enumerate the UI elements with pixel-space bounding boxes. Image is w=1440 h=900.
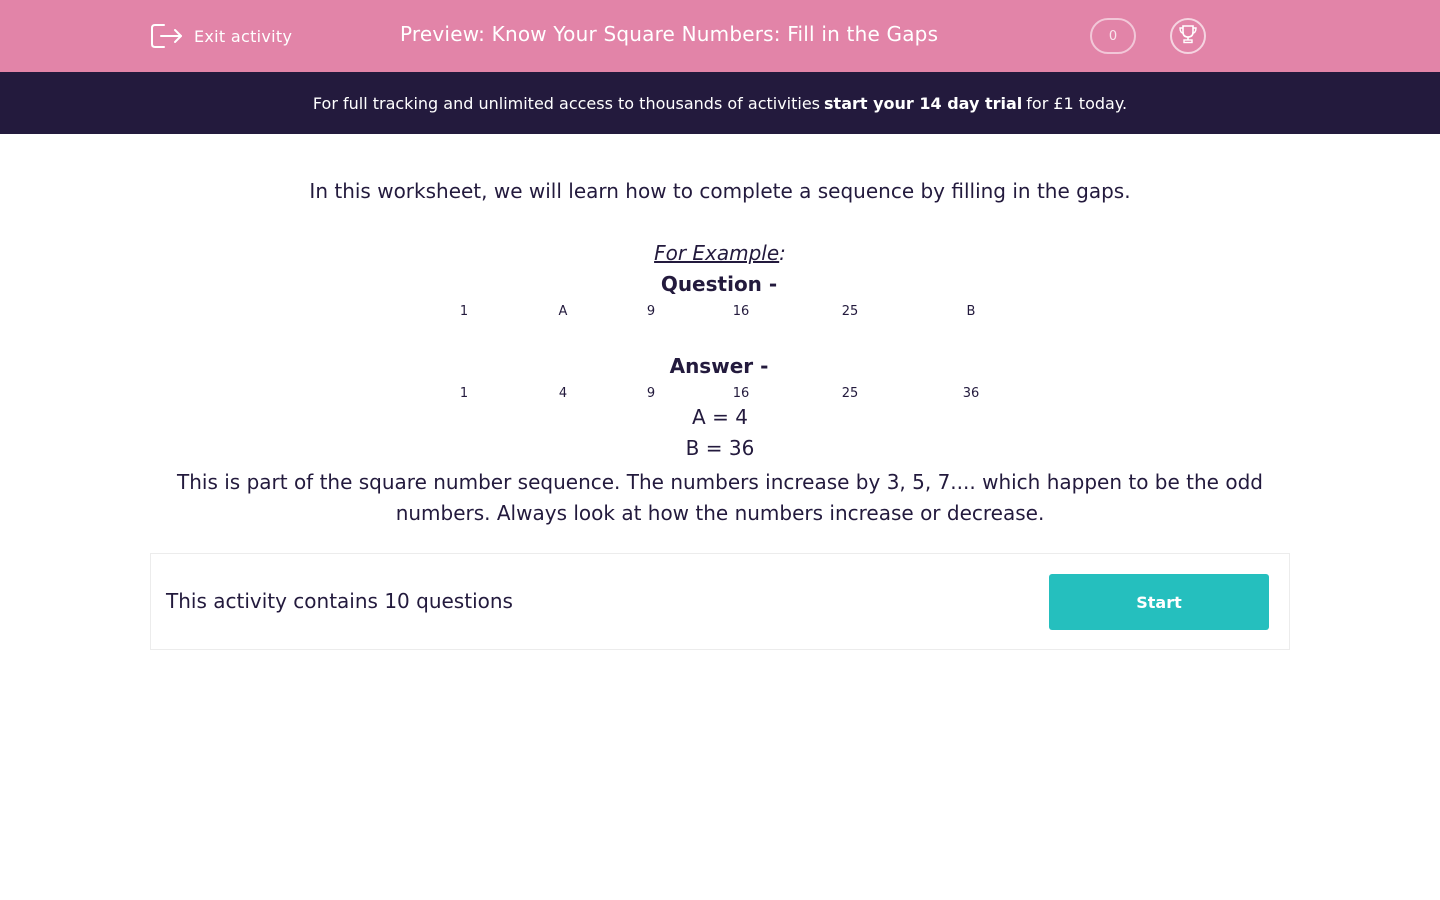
answer-sequence-item: 25 [841, 386, 859, 401]
answer-sequence-item: 9 [646, 386, 656, 401]
exit-activity-label: Exit activity [194, 26, 293, 46]
question-sequence-item: B [966, 304, 976, 319]
trophy-button[interactable] [1170, 18, 1206, 54]
banner-text-after: for £1 today. [1026, 93, 1128, 113]
question-sequence-item: 9 [646, 304, 656, 319]
question-sequence-item: A [558, 304, 568, 319]
exit-door-icon [150, 22, 184, 50]
activity-card [150, 553, 1290, 650]
answer-a-text: A = 4 [692, 405, 748, 429]
question-sequence-item: 16 [732, 304, 750, 319]
answer-b-text: B = 36 [685, 436, 755, 460]
answer-sequence-item: 1 [459, 386, 469, 401]
top-bar [0, 0, 1440, 72]
intro-text: In this worksheet, we will learn how to complete a sequence by filling in the gaps. [309, 179, 1131, 203]
answer-sequence-item: 16 [732, 386, 750, 401]
answer-sequence-item: 36 [962, 386, 980, 401]
banner-text-before: For full tracking and unlimited access to thousands of activities [312, 93, 821, 113]
trial-banner [0, 72, 1440, 134]
start-button[interactable]: Start [1049, 574, 1269, 630]
trial-link[interactable]: start your 14 day trial [824, 93, 1023, 113]
trophy-icon [1177, 23, 1199, 49]
explanation-text: This is part of the square number sequence. The numbers increase by 3, 5, 7.... which happen to be the odd numbers. Always look at how the numbers increase or decrease. [177, 470, 1263, 525]
question-count-text: This activity contains 10 questions [166, 589, 513, 613]
answer-heading: Answer - [669, 354, 769, 378]
question-sequence-item: 1 [459, 304, 469, 319]
answer-sequence-item: 4 [558, 386, 568, 401]
exit-activity-button[interactable] [150, 22, 292, 50]
question-heading: Question - [660, 272, 778, 296]
score-badge: 0 [1090, 18, 1136, 54]
page-title: Preview: Know Your Square Numbers: Fill in the Gaps [400, 22, 939, 46]
example-heading [0, 241, 1440, 265]
example-label: For Example [654, 241, 780, 265]
question-sequence-item: 25 [841, 304, 859, 319]
example-colon: : [779, 241, 786, 265]
